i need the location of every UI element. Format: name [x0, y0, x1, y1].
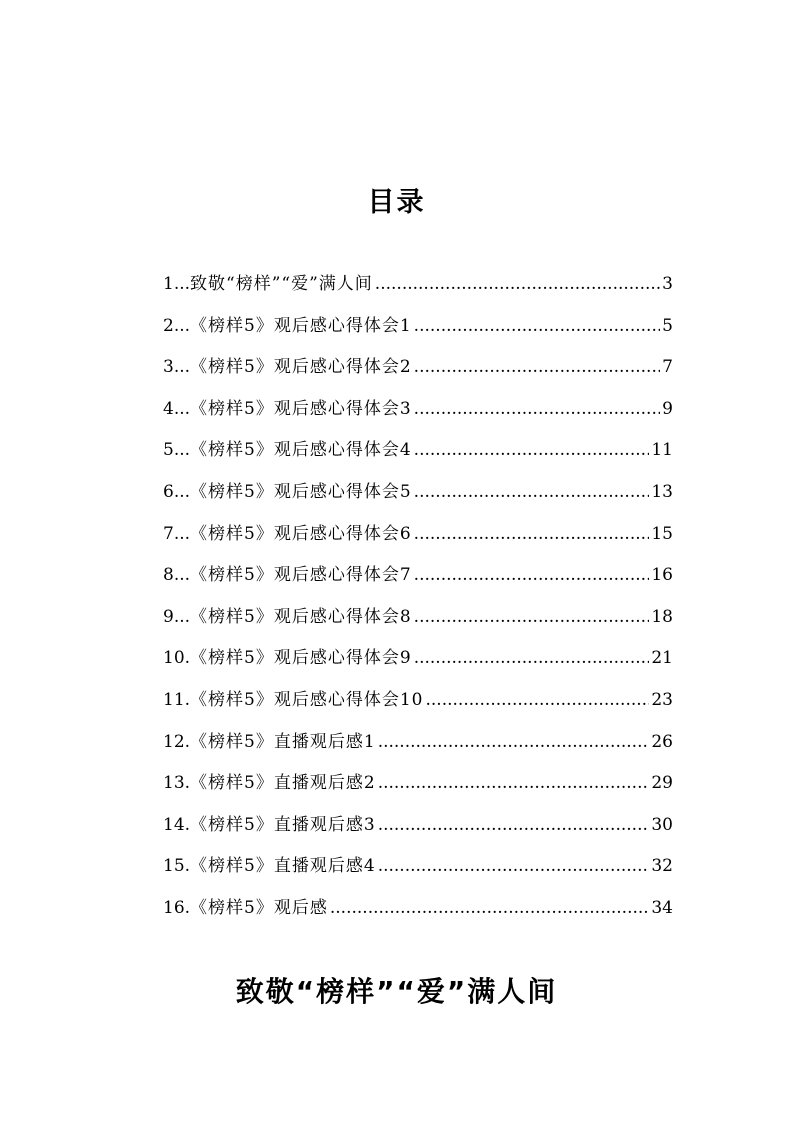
toc-entry-page: 18 [651, 606, 673, 627]
toc-entry-title: 《榜样5》观后感心得体会8 [190, 606, 412, 627]
toc-entry-number: 6... [163, 481, 191, 502]
toc-entry-page: 11 [651, 440, 673, 461]
toc-entry-page: 16 [651, 565, 673, 586]
toc-entry[interactable] [163, 436, 673, 478]
toc-entry[interactable] [163, 769, 673, 811]
dot-leader [414, 353, 661, 381]
dot-leader [378, 728, 650, 756]
toc-entry-page: 26 [651, 731, 673, 752]
dot-leader [414, 395, 661, 423]
toc-entry[interactable] [163, 520, 673, 562]
table-of-contents [163, 270, 673, 936]
toc-entry[interactable] [163, 478, 673, 520]
dot-leader [414, 478, 650, 506]
dot-leader [375, 270, 660, 298]
toc-entry-page: 21 [651, 648, 673, 669]
toc-entry-title: 致敬“榜样”“爱”满人间 [190, 274, 373, 294]
toc-entry-title: 《榜样5》观后感心得体会5 [190, 481, 412, 502]
toc-entry-page: 7 [662, 357, 673, 378]
toc-entry-title: 《榜样5》直播观后感3 [190, 814, 376, 835]
toc-entry-number: 11. [163, 689, 191, 710]
toc-entry-page: 9 [662, 398, 673, 419]
dot-leader [378, 769, 650, 797]
toc-entry-page: 13 [651, 481, 673, 502]
toc-entry[interactable] [163, 395, 673, 437]
toc-entry-title: 《榜样5》直播观后感4 [190, 856, 376, 877]
toc-entry-number: 8... [163, 565, 191, 586]
toc-entry-page: 34 [651, 897, 673, 918]
toc-entry-title: 《榜样5》观后感心得体会1 [190, 315, 412, 336]
dot-leader [414, 561, 650, 589]
dot-leader [414, 644, 650, 672]
dot-leader [414, 436, 650, 464]
toc-entry-number: 14. [163, 814, 191, 835]
toc-entry[interactable] [163, 644, 673, 686]
toc-entry-title: 《榜样5》直播观后感2 [190, 773, 376, 794]
dot-leader [330, 894, 649, 922]
dot-leader [414, 312, 661, 340]
toc-entry-number: 13. [163, 773, 191, 794]
toc-entry-page: 23 [651, 689, 673, 710]
toc-entry-number: 1... [163, 274, 191, 294]
toc-entry-title: 《榜样5》观后感心得体会6 [190, 523, 412, 544]
dot-leader [426, 686, 650, 714]
toc-entry[interactable] [163, 603, 673, 645]
toc-entry-number: 12. [163, 731, 191, 752]
toc-entry[interactable] [163, 561, 673, 603]
dot-leader [378, 852, 650, 880]
toc-entry-page: 5 [662, 315, 673, 336]
toc-entry[interactable] [163, 728, 673, 770]
toc-entry[interactable] [163, 686, 673, 728]
toc-entry[interactable] [163, 811, 673, 853]
toc-entry-number: 3... [163, 357, 191, 378]
toc-entry-title: 《榜样5》观后感心得体会9 [190, 648, 412, 669]
toc-entry-page: 30 [651, 814, 673, 835]
toc-title: 目录 [367, 187, 426, 218]
toc-entry-number: 10. [163, 648, 191, 669]
toc-entry-number: 5... [163, 440, 191, 461]
toc-entry-number: 2... [163, 315, 191, 336]
toc-entry[interactable] [163, 270, 673, 312]
toc-entry-title: 《榜样5》观后感心得体会7 [190, 565, 412, 586]
dot-leader [378, 811, 650, 839]
toc-entry-title: 《榜样5》观后感心得体会4 [190, 440, 412, 461]
toc-entry-title: 《榜样5》观后感心得体会10 [190, 689, 424, 710]
toc-entry-number: 9... [163, 606, 191, 627]
toc-entry[interactable] [163, 353, 673, 395]
toc-entry[interactable] [163, 852, 673, 894]
toc-entry-title: 《榜样5》观后感心得体会2 [190, 357, 412, 378]
toc-entry-title: 《榜样5》直播观后感1 [190, 731, 376, 752]
toc-entry-number: 15. [163, 856, 191, 877]
toc-entry-title: 《榜样5》观后感 [190, 897, 328, 918]
toc-entry[interactable] [163, 894, 673, 936]
toc-entry-page: 32 [651, 856, 673, 877]
toc-entry-page: 29 [651, 773, 673, 794]
dot-leader [414, 520, 650, 548]
toc-entry-title: 《榜样5》观后感心得体会3 [190, 398, 412, 419]
section-heading: 致敬“榜样”“爱”满人间 [235, 975, 558, 1008]
toc-entry-number: 4... [163, 398, 191, 419]
toc-entry-page: 15 [651, 523, 673, 544]
toc-entry-page: 3 [662, 274, 673, 294]
toc-entry[interactable] [163, 312, 673, 354]
dot-leader [414, 603, 650, 631]
toc-entry-number: 7... [163, 523, 191, 544]
toc-entry-number: 16. [163, 897, 191, 918]
